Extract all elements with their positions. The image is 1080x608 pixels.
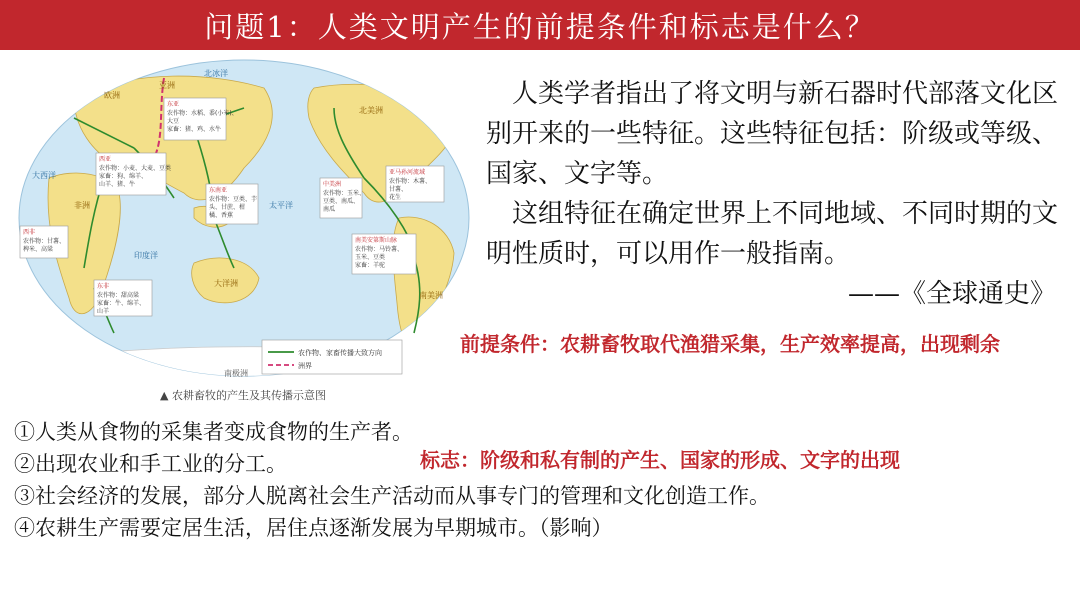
box-east-africa-line: 山羊	[97, 308, 110, 315]
legend-spread-label: 农作物、家畜传播大致方向	[298, 349, 382, 357]
label-antarctica: 南极洲	[224, 369, 248, 378]
box-southeast-asia-line: 农作物：豆类、芋	[209, 196, 258, 203]
map-legend	[262, 340, 402, 374]
label-africa: 非洲	[74, 201, 90, 210]
box-andes-line: 农作物：马铃薯、	[355, 246, 404, 253]
label-asia: 亚洲	[159, 81, 175, 90]
quote-paragraph-2: 这组特征在确定世界上不同地域、不同时期的文明性质时，可以用作一般指南。	[486, 199, 1059, 269]
points-list	[14, 416, 770, 544]
page-title: 问题1：人类文明产生的前提条件和标志是什么？	[204, 9, 876, 44]
box-southeast-asia-title: 东南亚	[209, 187, 228, 194]
box-east-asia-line: 家畜：猪、鸡、水牛	[167, 126, 222, 133]
map-caption: ▲ 农耕畜牧的产生及其传播示意图	[160, 389, 326, 402]
label-arctic: 北冰洋	[204, 69, 228, 78]
box-southeast-asia-line: 橘、香蕉	[209, 212, 234, 219]
premise-note: 前提条件：农耕畜牧取代渔猎采集，生产效率提高，出现剩余	[460, 332, 1000, 356]
box-amazon-line: 花生	[389, 194, 402, 201]
box-amazon-line: 甘薯、	[389, 186, 408, 193]
label-atlantic: 大西洋	[32, 171, 56, 180]
box-andes-line: 家畜：羊驼	[355, 262, 386, 269]
label-europe: 欧洲	[104, 91, 120, 100]
box-east-africa-line: 家畜：牛、绵羊、	[97, 300, 146, 307]
quote-block	[486, 74, 1064, 314]
box-amazon-title: 亚马孙河流域	[389, 169, 426, 176]
point-item: ①人类从食物的采集者变成食物的生产者。	[14, 420, 413, 444]
box-east-africa-line: 农作物：甜高粱	[97, 292, 140, 299]
box-southeast-asia-line: 头、甘蔗、柑	[209, 204, 246, 211]
sign-note: 标志：阶级和私有制的产生、国家的形成、文字的出现	[420, 448, 900, 472]
label-north-america: 北美洲	[359, 106, 383, 115]
box-west-africa-line: 农作物：甘薯、	[23, 238, 66, 245]
legend-boundary-label: 洲界	[298, 362, 312, 370]
label-pacific: 太平洋	[269, 201, 293, 210]
world-map	[14, 58, 474, 400]
box-andes-title: 南美安第斯山脉	[355, 237, 398, 244]
point-item: ④农耕生产需要定居生活，居住点逐渐发展为早期城市。（影响）	[14, 516, 613, 540]
box-east-asia-line: 大豆	[167, 118, 180, 125]
box-west-asia-line: 农作物：小麦、大麦、豆类	[99, 165, 172, 172]
quote-source: ——《全球通史》	[847, 279, 1056, 309]
box-andes-line: 玉米、豆类	[355, 254, 386, 261]
box-central-america-title: 中美洲	[323, 181, 342, 188]
box-west-asia-line: 家畜：狗、绵羊、	[99, 173, 148, 180]
box-east-asia-title: 东亚	[167, 101, 180, 108]
title-bar	[0, 0, 1080, 50]
label-indian: 印度洋	[134, 251, 158, 260]
label-oceania: 大洋洲	[214, 279, 238, 288]
box-west-asia-title: 西亚	[99, 156, 112, 163]
box-central-america-line: 豆类、南瓜、	[323, 198, 360, 205]
box-west-africa-title: 西非	[23, 229, 36, 236]
box-amazon-line: 农作物：木薯、	[389, 178, 432, 185]
box-west-africa-line: 稗米、高粱	[23, 246, 54, 253]
label-south-america: 南美洲	[419, 291, 443, 300]
box-central-america-line: 农作物：玉米、	[323, 190, 366, 197]
world-map-image	[14, 58, 474, 400]
point-item: ②出现农业和手工业的分工。	[14, 452, 287, 476]
box-east-africa-title: 东非	[97, 283, 110, 290]
box-central-america-line: 南瓜	[323, 206, 336, 213]
quote-paragraph-1: 人类学者指出了将文明与新石器时代部落文化区别开来的一些特征。这些特征包括：阶级或等级、国家、文字等。	[486, 79, 1059, 189]
point-item: ③社会经济的发展，部分人脱离社会生产活动而从事专门的管理和文化创造工作。	[14, 484, 770, 508]
box-east-asia-line: 农作物：水稻、黍(小米)、	[167, 110, 238, 117]
box-west-asia-line: 山羊、猪、牛	[99, 181, 136, 188]
